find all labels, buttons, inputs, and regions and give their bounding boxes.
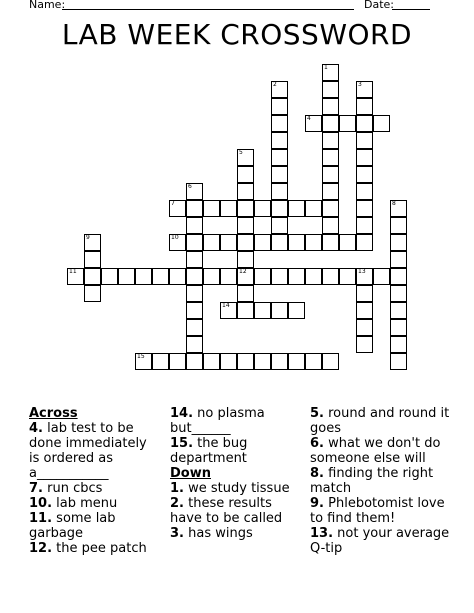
grid-cell[interactable]: [152, 268, 169, 285]
grid-cell[interactable]: [271, 81, 288, 98]
clue-down-3: 3. has wings: [170, 526, 253, 541]
grid-cell[interactable]: [186, 268, 203, 285]
grid-cell[interactable]: [356, 115, 373, 132]
grid-cell[interactable]: [271, 302, 288, 319]
clues-column-1: [29, 406, 161, 556]
grid-cell[interactable]: [271, 234, 288, 251]
grid-cell[interactable]: [186, 234, 203, 251]
grid-cell[interactable]: [390, 234, 407, 251]
grid-cell[interactable]: [356, 200, 373, 217]
grid-cell[interactable]: [390, 285, 407, 302]
cell-number: 12: [239, 268, 247, 275]
name-input-line[interactable]: [62, 9, 354, 10]
grid-cell[interactable]: [288, 234, 305, 251]
grid-cell[interactable]: [390, 251, 407, 268]
grid-cell[interactable]: [237, 200, 254, 217]
down-heading: Down: [170, 466, 211, 481]
grid-cell[interactable]: [237, 149, 254, 166]
grid-cell[interactable]: [322, 81, 339, 98]
cell-number: 9: [86, 234, 90, 241]
grid-cell[interactable]: [84, 251, 101, 268]
grid-cell[interactable]: [322, 149, 339, 166]
clue-across-12: 12. the pee patch: [29, 541, 147, 556]
grid-cell[interactable]: [169, 353, 186, 370]
grid-cell[interactable]: [169, 200, 186, 217]
grid-cell[interactable]: [271, 200, 288, 217]
grid-cell[interactable]: [390, 200, 407, 217]
grid-cell[interactable]: [356, 234, 373, 251]
grid-cell[interactable]: [373, 268, 390, 285]
grid-cell[interactable]: [339, 115, 356, 132]
grid-cell[interactable]: [305, 115, 322, 132]
grid-cell[interactable]: [220, 302, 237, 319]
date-label: Date:: [364, 0, 394, 11]
grid-cell[interactable]: [322, 200, 339, 217]
grid-cell[interactable]: [186, 353, 203, 370]
clue-down-6: 6. what we don't do someone else will: [310, 436, 441, 466]
grid-cell[interactable]: [271, 268, 288, 285]
grid-cell[interactable]: [390, 319, 407, 336]
grid-cell[interactable]: [186, 183, 203, 200]
grid-cell[interactable]: [237, 353, 254, 370]
grid-cell[interactable]: [186, 302, 203, 319]
grid-cell[interactable]: [186, 285, 203, 302]
clues-column-2: [170, 406, 302, 541]
grid-cell[interactable]: [237, 302, 254, 319]
grid-cell[interactable]: [84, 234, 101, 251]
grid-cell[interactable]: [220, 200, 237, 217]
grid-cell[interactable]: [186, 200, 203, 217]
grid-cell[interactable]: [254, 268, 271, 285]
grid-cell[interactable]: [237, 183, 254, 200]
grid-cell[interactable]: [237, 166, 254, 183]
clue-across-14: 14. no plasma but______: [170, 406, 265, 436]
grid-cell[interactable]: [84, 285, 101, 302]
grid-cell[interactable]: [203, 234, 220, 251]
grid-cell[interactable]: [220, 268, 237, 285]
grid-cell[interactable]: [356, 319, 373, 336]
cell-number: 5: [239, 149, 243, 156]
cell-number: 6: [188, 183, 192, 190]
grid-cell[interactable]: [322, 183, 339, 200]
grid-cell[interactable]: [305, 200, 322, 217]
cell-number: 13: [358, 268, 366, 275]
grid-cell[interactable]: [390, 336, 407, 353]
grid-cell[interactable]: [271, 183, 288, 200]
clue-across-7: 7. run cbcs: [29, 481, 103, 496]
grid-cell[interactable]: [271, 98, 288, 115]
grid-cell[interactable]: [254, 353, 271, 370]
grid-cell[interactable]: [305, 268, 322, 285]
cell-number: 4: [307, 115, 311, 122]
clue-down-9: 9. Phlebotomist love to find them!: [310, 496, 445, 526]
grid-cell[interactable]: [390, 302, 407, 319]
grid-cell[interactable]: [220, 234, 237, 251]
clue-down-8: 8. finding the right match: [310, 466, 434, 496]
grid-cell[interactable]: [356, 98, 373, 115]
grid-cell[interactable]: [288, 268, 305, 285]
grid-cell[interactable]: [169, 268, 186, 285]
grid-cell[interactable]: [237, 217, 254, 234]
grid-cell[interactable]: [356, 81, 373, 98]
grid-cell[interactable]: [254, 200, 271, 217]
grid-cell[interactable]: [237, 251, 254, 268]
grid-cell[interactable]: [356, 268, 373, 285]
grid-cell[interactable]: [356, 336, 373, 353]
grid-cell[interactable]: [118, 268, 135, 285]
across-heading: Across: [29, 406, 78, 421]
grid-cell[interactable]: [169, 234, 186, 251]
grid-cell[interactable]: [186, 319, 203, 336]
cell-number: 3: [358, 81, 362, 88]
grid-cell[interactable]: [356, 149, 373, 166]
grid-cell[interactable]: [203, 353, 220, 370]
grid-cell[interactable]: [135, 353, 152, 370]
grid-cell[interactable]: [135, 268, 152, 285]
grid-cell[interactable]: [390, 353, 407, 370]
grid-cell[interactable]: [305, 353, 322, 370]
grid-cell[interactable]: [322, 217, 339, 234]
grid-cell[interactable]: [322, 115, 339, 132]
grid-cell[interactable]: [254, 234, 271, 251]
page-title: LAB WEEK CROSSWORD: [61, 18, 413, 51]
grid-cell[interactable]: [322, 353, 339, 370]
grid-cell[interactable]: [237, 268, 254, 285]
grid-cell[interactable]: [322, 234, 339, 251]
cell-number: 10: [171, 234, 179, 241]
grid-cell[interactable]: [390, 268, 407, 285]
grid-cell[interactable]: [356, 217, 373, 234]
grid-cell[interactable]: [305, 234, 322, 251]
clue-down-5: 5. round and round it goes: [310, 406, 450, 436]
grid-cell[interactable]: [322, 132, 339, 149]
grid-cell[interactable]: [186, 217, 203, 234]
cell-number: 8: [392, 200, 396, 207]
grid-cell[interactable]: [322, 268, 339, 285]
grid-cell[interactable]: [339, 268, 356, 285]
grid-cell[interactable]: [390, 217, 407, 234]
clue-down-2: 2. these results have to be called: [170, 496, 283, 526]
name-label: Name:: [29, 0, 66, 11]
grid-cell[interactable]: [67, 268, 84, 285]
cell-number: 14: [222, 302, 230, 309]
grid-cell[interactable]: [254, 302, 271, 319]
grid-cell[interactable]: [84, 268, 101, 285]
grid-cell[interactable]: [322, 166, 339, 183]
clue-across-4: 4. lab test to be done immediately is ordered as a___________: [29, 421, 147, 481]
grid-cell[interactable]: [220, 353, 237, 370]
grid-cell[interactable]: [237, 285, 254, 302]
grid-cell[interactable]: [186, 336, 203, 353]
name-date-header: [0, 0, 474, 14]
grid-cell[interactable]: [152, 353, 169, 370]
cell-number: 7: [171, 200, 175, 207]
clue-down-1: 1. we study tissue: [170, 481, 290, 496]
grid-cell[interactable]: [271, 217, 288, 234]
cell-number: 1: [324, 64, 328, 71]
grid-cell[interactable]: [271, 166, 288, 183]
grid-cell[interactable]: [322, 64, 339, 81]
cell-number: 15: [137, 353, 145, 360]
grid-cell[interactable]: [271, 115, 288, 132]
grid-cell[interactable]: [288, 353, 305, 370]
grid-cell[interactable]: [322, 98, 339, 115]
clues-column-3: [310, 406, 450, 556]
clue-across-15: 15. the bug department: [170, 436, 248, 466]
grid-cell[interactable]: [339, 234, 356, 251]
clue-across-10: 10. lab menu: [29, 496, 118, 511]
clue-across-11: 11. some lab garbage: [29, 511, 116, 541]
grid-cell[interactable]: [237, 234, 254, 251]
grid-cell[interactable]: [356, 302, 373, 319]
grid-cell[interactable]: [356, 166, 373, 183]
grid-cell[interactable]: [271, 353, 288, 370]
grid-cell[interactable]: [288, 302, 305, 319]
grid-cell[interactable]: [271, 132, 288, 149]
date-input-line[interactable]: [392, 9, 430, 10]
grid-cell[interactable]: [203, 268, 220, 285]
clue-down-13: 13. not your average Q-tip: [310, 526, 450, 556]
cell-number: 2: [273, 81, 277, 88]
grid-cell[interactable]: [356, 285, 373, 302]
grid-cell[interactable]: [356, 132, 373, 149]
grid-cell[interactable]: [271, 149, 288, 166]
grid-cell[interactable]: [356, 183, 373, 200]
grid-cell[interactable]: [373, 115, 390, 132]
cell-number: 11: [69, 268, 77, 275]
grid-cell[interactable]: [288, 200, 305, 217]
grid-cell[interactable]: [203, 200, 220, 217]
grid-cell[interactable]: [101, 268, 118, 285]
grid-cell[interactable]: [186, 251, 203, 268]
